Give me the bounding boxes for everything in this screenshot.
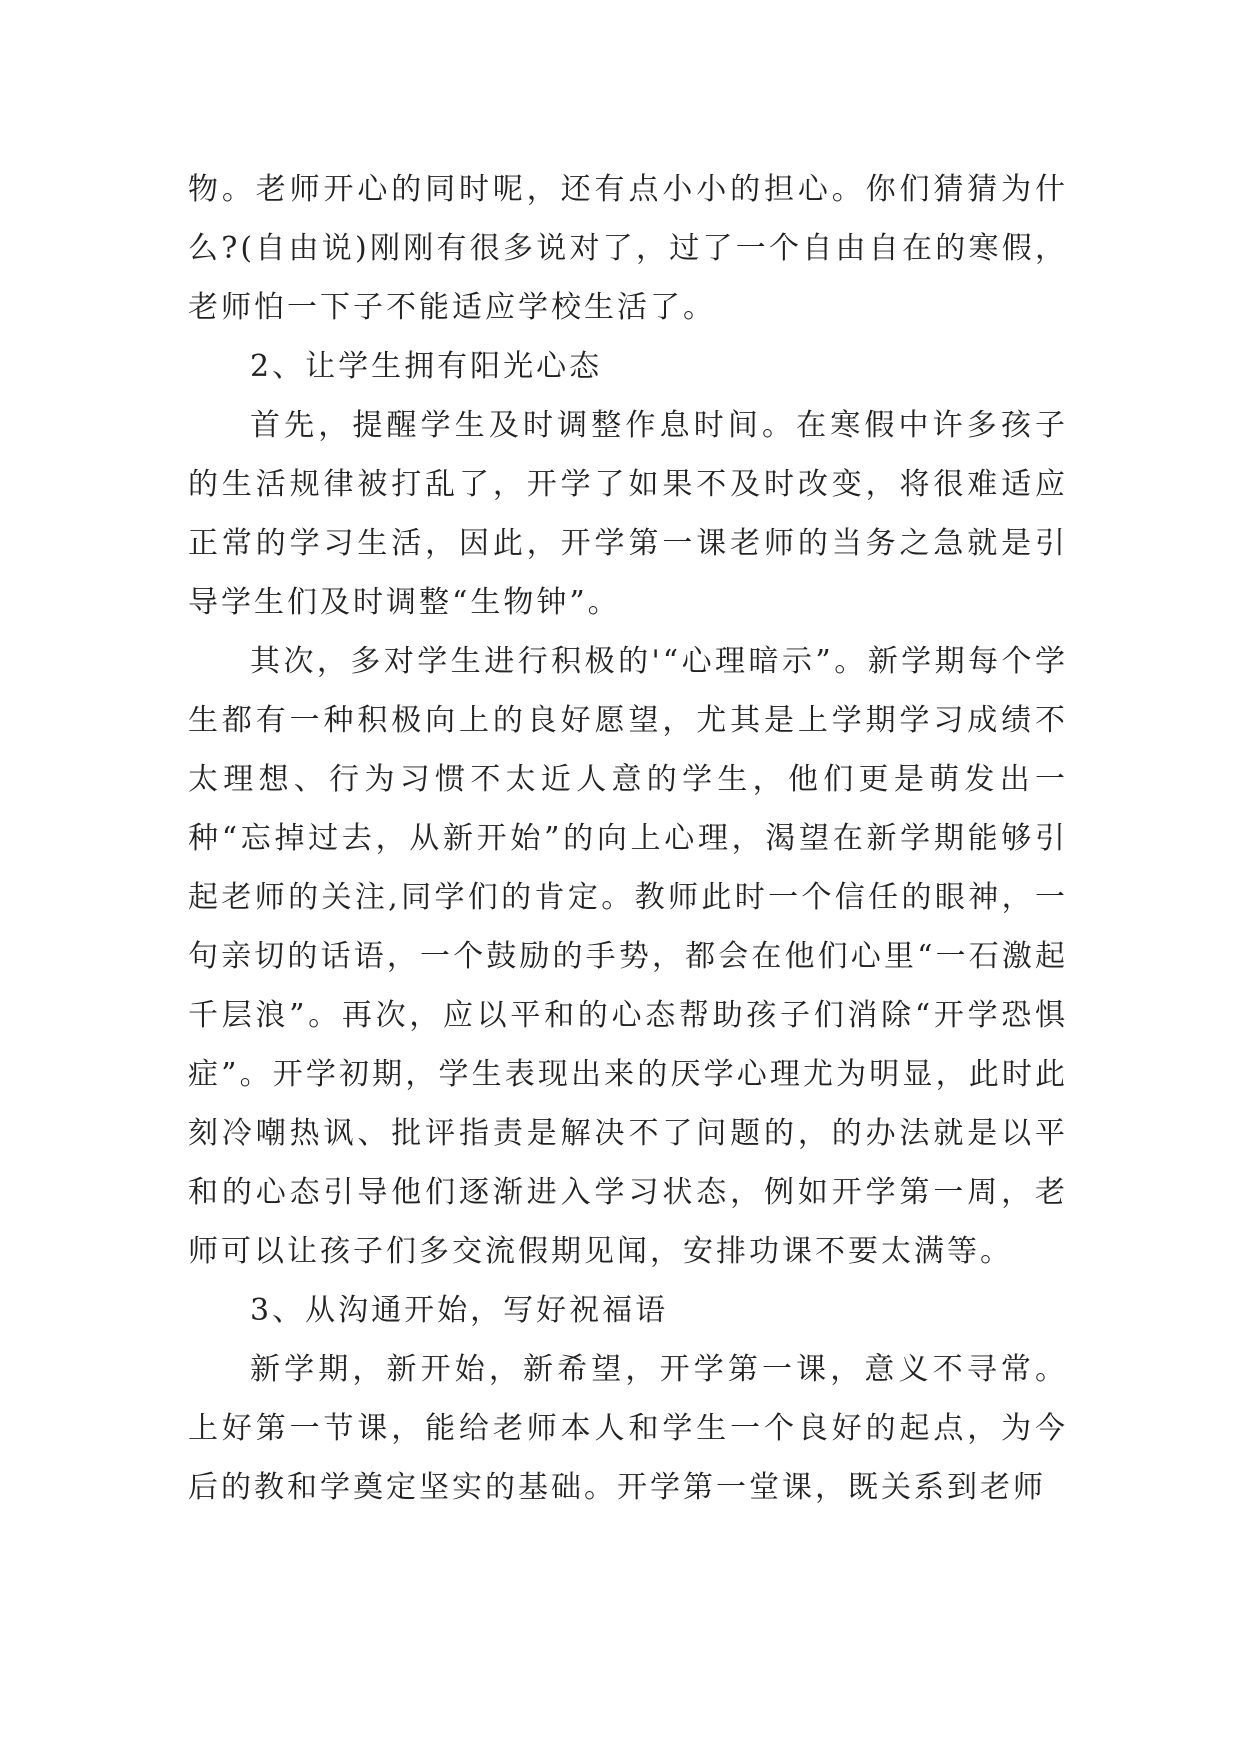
paragraph-second: 其次，多对学生进行积极的'“心理暗示”。新学期每个学生都有一种积极向上的良好愿望，尤其是上学期学习成绩不太理想、行为习惯不太近人意的学生，他们更是萌发出一种“忘掉过去，从新开始”的向上心理，渴望在新学期能够引起老师的关注,同学们的肯定。教师此时一个信任的眼神，一句亲切的话语，一个鼓励的手势，都会在他们心里“一石激起千层浪”。再次，应以平和的心态帮助孩子们消除“开学恐惧症”。开学初期，学生表现出来的厌学心理尤为明显，此时此刻冷嘲热讽、批评指责是解决不了问题的，的办法就是以平和的心态引导他们逐渐进入学习状态，例如开学第一周，老师可以让孩子们多交流假期见闻，安排功课不要太满等。 — [188, 644, 1068, 1269]
document-body — [188, 160, 1068, 1517]
section-heading-3: 3、从沟通开始，写好祝福语 — [250, 1293, 669, 1328]
paragraph-new-term: 新学期，新开始，新希望，开学第一课，意义不寻常。上好第一节课，能给老师本人和学生一个良好的起点，为今后的教和学奠定坚实的基础。开学第一堂课，既关系到老师 — [188, 1352, 1068, 1505]
paragraph-continuation: 物。老师开心的同时呢，还有点小小的担心。你们猜猜为什么?(自由说)刚刚有很多说对了，过了一个自由自在的寒假，老师怕一下子不能适应学校生活了。 — [188, 172, 1068, 325]
section-heading-2: 2、让学生拥有阳光心态 — [250, 349, 603, 384]
paragraph-first: 首先，提醒学生及时调整作息时间。在寒假中许多孩子的生活规律被打乱了，开学了如果不及时改变，将很难适应正常的学习生活，因此，开学第一课老师的当务之急就是引导学生们及时调整“生物钟”。 — [188, 408, 1068, 620]
